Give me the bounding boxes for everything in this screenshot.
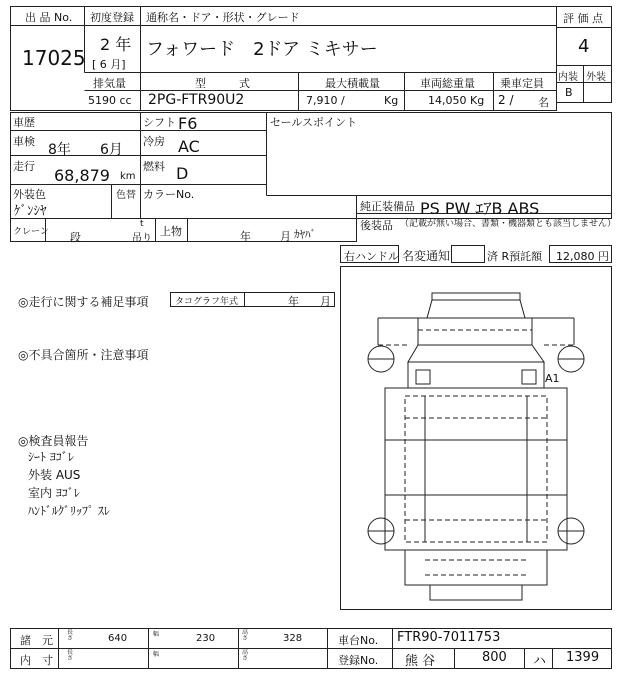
capacity-label: 乗車定員 xyxy=(500,77,544,90)
defects-label: ◎不具合箇所・注意事項 xyxy=(18,348,149,362)
inspection-label: 車検 xyxy=(13,135,35,148)
inspector-line: 室内 ﾖｺﾞﾚ xyxy=(28,486,80,500)
first-reg-month: [ 6 月] xyxy=(92,58,126,71)
displacement-label: 排気量 xyxy=(93,77,126,90)
height-label: 高さ xyxy=(242,629,249,642)
hang-label: 吊り xyxy=(132,233,152,244)
max-load-unit: Kg xyxy=(384,94,399,107)
exterior-color-label: 外装色 xyxy=(13,188,46,201)
width-label: 幅 xyxy=(153,631,160,638)
displacement: 5190 cc xyxy=(88,94,132,107)
shift-label: シフト xyxy=(143,116,176,129)
max-load: 7,910 / xyxy=(306,94,345,107)
color-change-label: 色替 xyxy=(116,190,136,201)
name-label: 通称名・ドア・形状・グレード xyxy=(146,11,300,24)
registration-number: 1399 xyxy=(566,650,600,665)
fuel-value: D xyxy=(176,164,189,183)
upper-month: 月 xyxy=(280,230,291,243)
tacho-year: 年 xyxy=(288,295,299,308)
length-label: 長さ xyxy=(67,629,74,642)
crane-label: クレーン xyxy=(13,227,49,237)
registration-kana: ハ xyxy=(533,654,547,669)
equipment-value: PS PW ｴｱB ABS xyxy=(420,199,540,218)
mileage-unit: km xyxy=(120,171,136,182)
inspector-label: ◎検査員報告 xyxy=(18,434,89,448)
history-label: 車歴 xyxy=(13,116,35,129)
inspection-month: 6月 xyxy=(100,142,123,158)
inspector-line: ﾊﾝﾄﾞﾙｸﾞﾘｯﾌﾟ ｽﾚ xyxy=(28,504,110,518)
recycle-fee: 12,080 円 xyxy=(556,250,609,263)
height-value: 328 xyxy=(283,633,303,644)
gross-weight: 14,050 Kg xyxy=(428,94,485,107)
interior-label: 内装 xyxy=(558,72,578,83)
equipment-label: 純正装備品 xyxy=(360,200,415,213)
model: 2PG-FTR90U2 xyxy=(148,92,245,108)
color-no-label: カラーNo. xyxy=(143,188,195,201)
interior-length-label: 長さ xyxy=(67,649,74,662)
upper-maker: ｶﾔﾊﾞ xyxy=(294,228,316,241)
exterior-color: ｹﾞﾝｼﾔ xyxy=(14,204,47,219)
upper-year: 年 xyxy=(240,230,251,243)
tacho-month: 月 xyxy=(320,295,331,308)
capacity: 2 / xyxy=(498,93,514,107)
lot-no-label: 出 品 No. xyxy=(25,11,73,24)
mileage-value: 68,879 xyxy=(54,166,110,185)
registration-label: 登録No. xyxy=(338,654,379,667)
sales-point-label: セールスポイント xyxy=(270,116,358,129)
ac-value: AC xyxy=(178,137,200,156)
interior-dims-label: 内 寸 xyxy=(20,654,53,667)
fuel-label: 燃料 xyxy=(143,160,165,173)
ton-label: t xyxy=(140,219,144,229)
specs-label: 諸 元 xyxy=(20,634,53,647)
inspection-year: 8年 xyxy=(48,142,71,158)
gross-weight-label: 車両総重量 xyxy=(420,77,475,90)
max-load-label: 最大積載量 xyxy=(325,77,380,90)
interior-grade: B xyxy=(565,86,573,99)
deposit-label: 済 R預託額 xyxy=(487,250,543,263)
capacity-unit: 名 xyxy=(538,96,549,109)
width-value: 230 xyxy=(196,633,216,644)
mileage-label: 走行 xyxy=(13,160,35,173)
lot-no: 17025 xyxy=(22,46,86,70)
stage-label: 段 xyxy=(70,231,81,244)
vehicle-name: フォワード 2ドア ミキサー xyxy=(146,39,378,60)
chassis-label: 車台No. xyxy=(338,634,379,647)
right-handle: 右ハンドル xyxy=(344,250,399,263)
exterior-label: 外装 xyxy=(586,72,606,83)
aftermarket-label: 後装品 xyxy=(360,219,393,232)
name-change-label: 名変通知 xyxy=(402,249,451,263)
score-value: 4 xyxy=(578,36,590,57)
shift-value: F6 xyxy=(178,114,198,133)
first-reg-year: 2 年 xyxy=(100,35,132,54)
aftermarket-note: （記載が無い場合、書類・機器類とも該当しません） xyxy=(400,219,617,229)
length-value: 640 xyxy=(108,633,128,644)
registration-class: 800 xyxy=(482,650,507,665)
interior-height-label: 高さ xyxy=(242,649,249,662)
driving-notes-label: ◎走行に関する補足事項 xyxy=(18,295,149,309)
registration-region: 熊 谷 xyxy=(405,654,436,669)
upper-label: 上物 xyxy=(160,225,182,238)
chassis-no: FTR90-7011753 xyxy=(397,630,501,645)
model-label: 型 式 xyxy=(195,77,250,90)
inspector-line: ｼｰﾄ ﾖｺﾞﾚ xyxy=(28,450,74,464)
inspector-line: 外装 AUS xyxy=(28,468,81,482)
interior-width-label: 幅 xyxy=(153,651,160,658)
score-label: 評 価 点 xyxy=(563,12,603,25)
first-reg-label: 初度登録 xyxy=(90,11,134,24)
tacho-label: タコグラフ年式 xyxy=(175,297,239,307)
damage-mark: A1 xyxy=(545,372,560,385)
ac-label: 冷房 xyxy=(143,135,165,148)
